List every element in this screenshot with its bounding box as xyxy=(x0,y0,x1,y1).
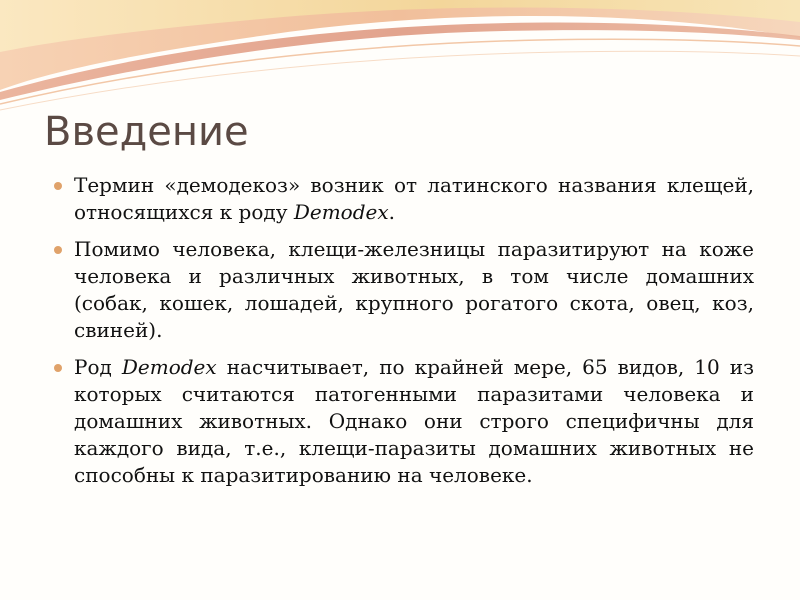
bullet-text xyxy=(74,237,754,342)
swoosh-highlight-line-2 xyxy=(0,51,800,110)
slide-title: Введение xyxy=(44,109,249,155)
bullet-text xyxy=(74,173,754,224)
bullet-dot-icon xyxy=(53,245,63,255)
italic-term: Demodex xyxy=(121,355,217,379)
text-segment: Род xyxy=(74,355,122,379)
italic-term: Demodex xyxy=(293,200,389,224)
slide-body xyxy=(48,172,754,499)
bullet-item xyxy=(48,354,754,489)
bullet-dot-icon xyxy=(53,363,63,373)
bullet-text xyxy=(74,355,754,487)
text-segment: . xyxy=(388,200,395,224)
bullet-list xyxy=(48,172,754,489)
text-segment: насчитывает, по крайней мере, 65 видов, 10 из которых считаются патогенными паразитами человека и домашних животных. Однако они строго специфичны для каждого вида, т.е., клещи-паразиты домашних животных не способны к паразитированию на человеке. xyxy=(74,355,755,487)
bullet-item xyxy=(48,172,754,226)
text-segment: Термин «демодекоз» возник от латинского названия клещей, относящихся к роду xyxy=(74,173,754,224)
bullet-dot-icon xyxy=(53,181,63,191)
bullet-item xyxy=(48,236,754,344)
text-segment: Помимо человека, клещи-железницы паразитируют на коже человека и различных животных, в том числе домашних (собак, кошек, лошадей, крупного рогатого скота, овец, коз, свиней). xyxy=(74,237,754,342)
